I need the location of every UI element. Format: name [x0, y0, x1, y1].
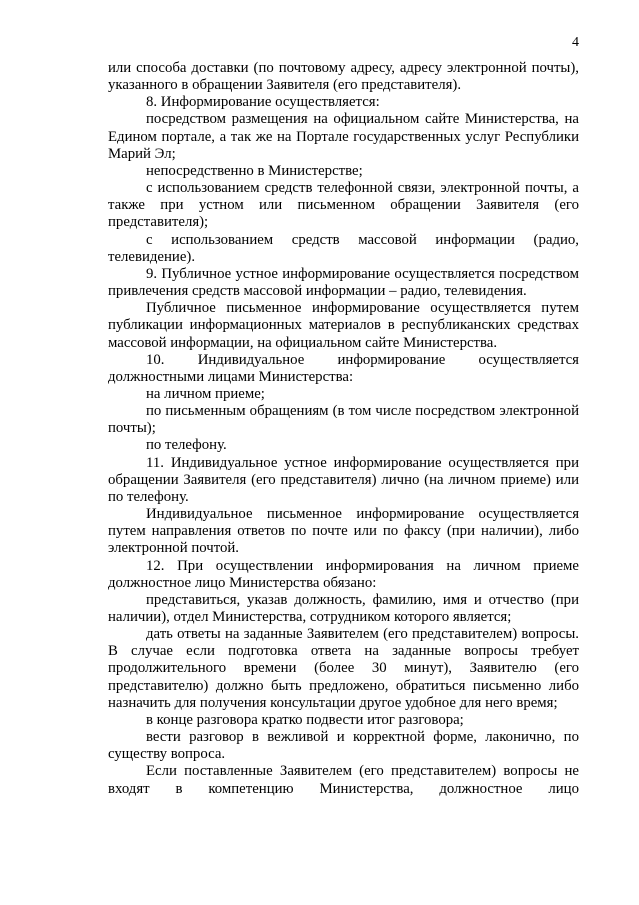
- paragraph: по письменным обращениям (в том числе посредством электронной почты);: [108, 403, 579, 437]
- paragraph: 10. Индивидуальное информирование осуществляется должностными лицами Министерства:: [108, 351, 579, 385]
- paragraph: или способа доставки (по почтовому адресу, адресу электронной почты), указанного в обращении Заявителя (его представителя).: [108, 60, 579, 94]
- paragraph: дать ответы на заданные Заявителем (его представителем) вопросы. В случае если подготовка ответа на заданные вопросы требует продолжительного времени (более 30 минут), Заявителю (его представителю) должно быть предложено, обратиться письменно либо назначить для получения консультации другое удобное для него время;: [108, 626, 579, 711]
- paragraph: на личном приеме;: [146, 385, 265, 402]
- paragraph: Индивидуальное письменное информирование осуществляется путем направления ответов по почте или по факсу (при наличии), либо электронной почтой.: [108, 506, 579, 557]
- paragraph: в конце разговора кратко подвести итог разговора;: [146, 711, 464, 728]
- paragraph: 9. Публичное устное информирование осуществляется посредством привлечения средств массовой информации – радио, телевидения.: [108, 265, 579, 300]
- paragraph: вести разговор в вежливой и корректной форме, лаконично, по существу вопроса.: [108, 729, 579, 763]
- paragraph: посредством размещения на официальном сайте Министерства, на Едином портале, а так же на Портале государственных услуг Республики Марий Эл;: [108, 111, 579, 162]
- page-number: 4: [572, 35, 579, 50]
- paragraph: представиться, указав должность, фамилию, имя и отчество (при наличии), отдел Министерства, сотрудником которого является;: [108, 591, 579, 625]
- paragraph: 8. Информирование осуществляется:: [146, 94, 380, 111]
- paragraph: 12. При осуществлении информирования на личном приеме должностное лицо Министерства обязано:: [108, 557, 579, 591]
- paragraph: по телефону.: [146, 437, 227, 454]
- paragraph: 11. Индивидуальное устное информирование осуществляется при обращении Заявителя (его представителя) лично (на личном приеме) или по телефону.: [108, 454, 579, 505]
- paragraph: Публичное письменное информирование осуществляется путем публикации информационных материалов в республиканских средствах массовой информации, на официальном сайте Министерства.: [108, 300, 579, 351]
- paragraph: с использованием средств массовой информации (радио, телевидение).: [108, 231, 579, 265]
- document-body: [108, 60, 579, 798]
- paragraph: непосредственно в Министерстве;: [146, 162, 363, 179]
- paragraph: Если поставленные Заявителем (его представителем) вопросы не входят в компетенцию Министерства, должностное лицо: [108, 763, 579, 797]
- paragraph: с использованием средств телефонной связи, электронной почты, а также при устном или письменном обращении Заявителя (его представителя);: [108, 180, 579, 231]
